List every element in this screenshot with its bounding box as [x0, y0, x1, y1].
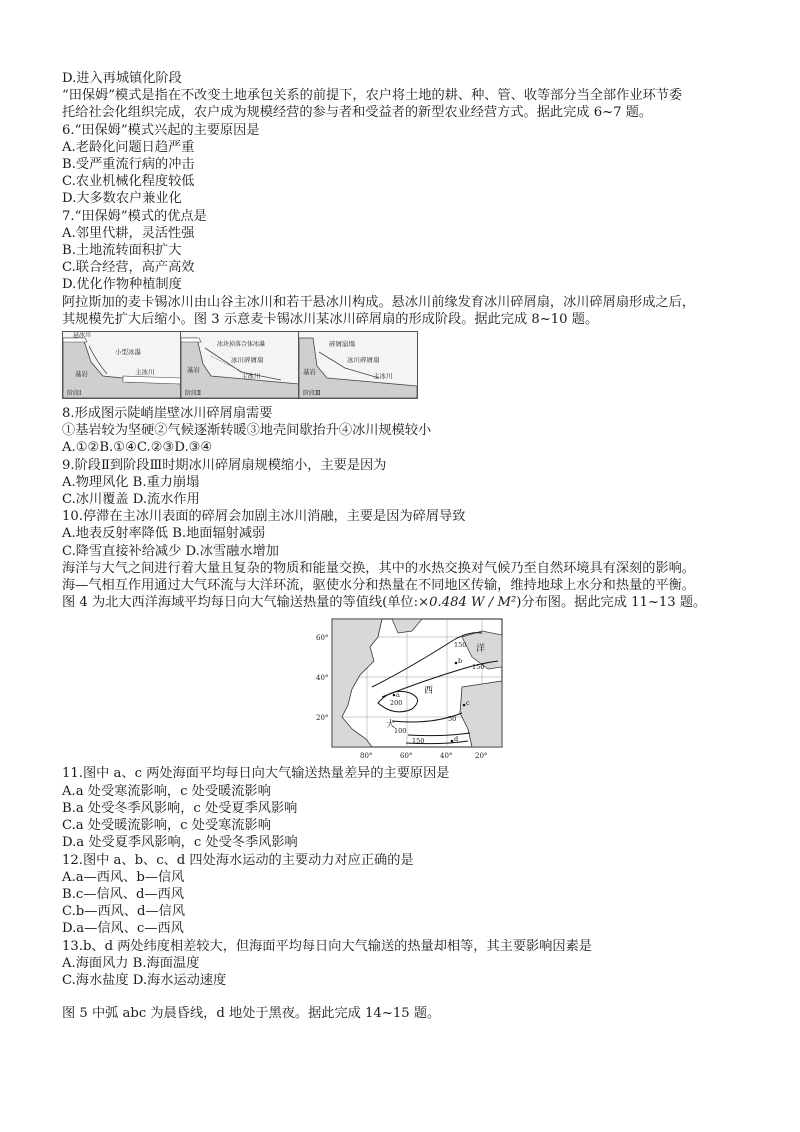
top-line-0: D.进入再城镇化阶段 — [62, 71, 182, 86]
fig4-ocean-char-2: 西 — [424, 686, 434, 697]
fig4-intro-after: )分布图。据此完成 11~13 题。 — [516, 595, 707, 611]
fig3-p2-label-fan: 冰川碎屑扇 — [231, 356, 264, 365]
fig3-p3-label-main: 主冰川 — [373, 372, 393, 381]
mid-line-2: A.①②B.①④C.②③D.③④ — [62, 440, 213, 456]
top-line-5: B.受严重流行病的冲击 — [62, 157, 195, 173]
fig4-ocean-char-3: 大 — [386, 720, 396, 731]
fig4-lat-40: 40° — [316, 674, 329, 683]
header-dot — [468, 0, 471, 1]
fig4-ocean-char-1: 洋 — [476, 644, 486, 655]
top-line-3: 6.“田保姆”模式兴起的主要原因是 — [62, 122, 260, 138]
fig3-p1-label-hanging: 悬冰川 — [73, 332, 92, 340]
top-line-10: B.土地流转面积扩大 — [62, 243, 182, 259]
bottom-line-12: C.海水盐度 D.海水运动速度 — [62, 972, 227, 988]
top-line-6: C.农业机械化程度较低 — [62, 174, 195, 190]
fig4-iso-100: 100 — [394, 727, 407, 736]
fig3-p2-label-main: 主冰川 — [241, 372, 261, 381]
mid-line-3: 9.阶段Ⅱ到阶段Ⅲ时期冰川碎屑扇规模缩小，主要是因为 — [62, 457, 387, 473]
fig4-lat-60: 60° — [316, 634, 329, 643]
questions-block-3 — [62, 765, 752, 989]
fig3-p1-label-icefall: 小型冰瀑 — [115, 348, 141, 357]
bottom-line-5: 12.图中 a、b、c、d 四处海水运动的主要动力对应正确的是 — [62, 852, 414, 868]
top-line-1: “田保姆”模式是指在不改变土地承包关系的前提下，农户将土地的耕、种、管、收等部分当全部作业环节委 — [62, 88, 683, 104]
mid-line-6: 10.停滞在主冰川表面的碎屑会加剧主冰川消融，主要是因为碎屑导致 — [62, 509, 466, 525]
top-line-9: A.邻里代耕，灵活性强 — [62, 225, 195, 241]
fig3-p1-label-bedrock: 基岩 — [75, 370, 88, 379]
fig3-panel-stage-1 — [62, 331, 182, 399]
fig3-p1-label-main: 主冰川 — [135, 368, 155, 377]
fig3-p2-label-icefall: 冰块掉落合体冰瀑 — [217, 341, 266, 349]
fig3-p3-stage: 阶段Ⅲ — [303, 390, 321, 398]
bottom-line-11: A.海面风力 B.海面温度 — [62, 955, 200, 971]
mid-line-7: A.地表反射率降低 B.地面辐射减弱 — [62, 526, 266, 542]
fig4-lon-20: 20° — [475, 752, 488, 761]
fig3-p3-label-fan: 冰川碎屑扇 — [347, 356, 380, 365]
document-page — [62, 70, 752, 1022]
fig4-iso-50: 50 — [448, 715, 457, 724]
figure-3 — [62, 331, 752, 401]
top-line-11: C.联合经营，高产高效 — [62, 260, 195, 276]
fig3-p2-label-bedrock: 基岩 — [187, 366, 200, 375]
bottom-line-4: D.a 处受夏季风影响，c 处受冬季风影响 — [62, 835, 298, 851]
bottom-line-2: B.a 处受冬季风影响，c 处受夏季风影响 — [62, 800, 298, 816]
fig4-lon-40: 40° — [440, 752, 453, 761]
mid-line-9: 海洋与大气之间进行着大量且复杂的物质和能量交换，其中的水热交换对气候乃至自然环境具有深刻的影响。 — [62, 560, 695, 576]
bottom-line-9: D.a—信风、c—西风 — [62, 921, 184, 937]
bottom-line-3: C.a 处受暖流影响，c 处受寒流影响 — [62, 818, 271, 834]
mid-line-4: A.物理风化 B.重力崩塌 — [62, 474, 200, 490]
fig4-point-d: d — [454, 735, 459, 744]
fig4-iso-150-c: 150 — [412, 737, 425, 746]
mid-line-5: C.冰川覆盖 D.流水作用 — [62, 492, 200, 508]
mid-line-0: 8.形成图示陡峭崖壁冰川碎屑扇需要 — [62, 406, 273, 422]
fig4-point-a: a — [396, 691, 400, 700]
top-line-13: 阿拉斯加的麦卡锡冰川由山谷主冰川和若干悬冰川构成。悬冰川前缘发育冰川碎屑扇，冰川碎屑扇形成之后， — [62, 294, 695, 310]
top-line-12: D.优化作物种植制度 — [62, 277, 182, 293]
bottom-line-0: 11.图中 a、c 两处海面平均每日向大气输送热量差异的主要原因是 — [62, 766, 450, 782]
fig4-iso-150-a: 150 — [454, 641, 467, 650]
mid-line-8: C.降雪直接补给减少 D.冰雪融水增加 — [62, 543, 279, 559]
mid-line-1: ①基岩较为坚硬②气候逐渐转暖③地壳间歇抬升④冰川规模较小 — [62, 423, 432, 439]
figure-4-isoline-map — [312, 617, 512, 763]
bottom-line-1: A.a 处受寒流影响，c 处受暖流影响 — [62, 783, 271, 799]
passage-block-2 — [62, 405, 752, 594]
top-line-4: A.老龄化问题日趋严重 — [62, 139, 195, 155]
top-line-2: 托给社会化组织完成，农户成为规模经营的参与者和受益者的新型农业经营方式。据此完成 6~7 题。 — [62, 105, 653, 121]
fig4-lat-20: 20° — [316, 714, 329, 723]
fig3-p2-stage: 阶段Ⅱ — [185, 390, 202, 398]
mid-line-10: 海—气相互作用通过大气环流与大洋环流，驱使水分和热量在不同地区传输，维持地球上水分和热量的平衡。 — [62, 578, 695, 594]
fig4-iso-200: 200 — [390, 699, 403, 708]
bottom-line-7: B.c—信风、d—西风 — [62, 886, 185, 902]
bottom-line-8: C.b—西风、d—信风 — [62, 904, 186, 920]
top-line-8: 7.“田保姆”模式的优点是 — [62, 208, 207, 224]
bottom-line-6: A.a—西风、b—信风 — [62, 869, 185, 885]
last-line: 图 5 中弧 abc 为晨昏线，d 地处于黑夜。据此完成 14~15 题。 — [62, 1006, 441, 1022]
fig4-intro-unit: ×0.484 W / M² — [418, 595, 517, 611]
bottom-line-10: 13.b、d 两处纬度相差较大，但海面平均每日向大气输送的热量却相等，其主要影响因素是 — [62, 938, 592, 954]
fig4-iso-150-b: 150 — [472, 663, 485, 672]
top-line-14: 其规模先扩大后缩小。图 3 示意麦卡锡冰川某冰川碎屑扇的形成阶段。据此完成 8~10 题。 — [62, 311, 599, 327]
fig4-intro-line — [62, 594, 752, 611]
fig4-lon-60: 60° — [400, 752, 413, 761]
fig3-panel-stage-3 — [298, 331, 418, 399]
fig3-p3-label-bedrock: 基岩 — [303, 368, 316, 377]
fig4-intro-before: 图 4 为北大西洋海域平均每日向大气输送热量的等值线(单位: — [62, 595, 419, 611]
fig4-point-b: b — [458, 657, 463, 666]
top-line-7: D.大多数农户兼业化 — [62, 191, 182, 207]
fig3-p3-label-collapse: 碎屑崩塌 — [329, 340, 355, 349]
fig3-p1-stage: 阶段Ⅰ — [67, 390, 82, 398]
passage-block-1 — [62, 70, 752, 328]
fig4-lon-80: 80° — [360, 752, 373, 761]
fig4-point-c: c — [466, 699, 470, 708]
fig3-panel-stage-2 — [180, 331, 300, 399]
